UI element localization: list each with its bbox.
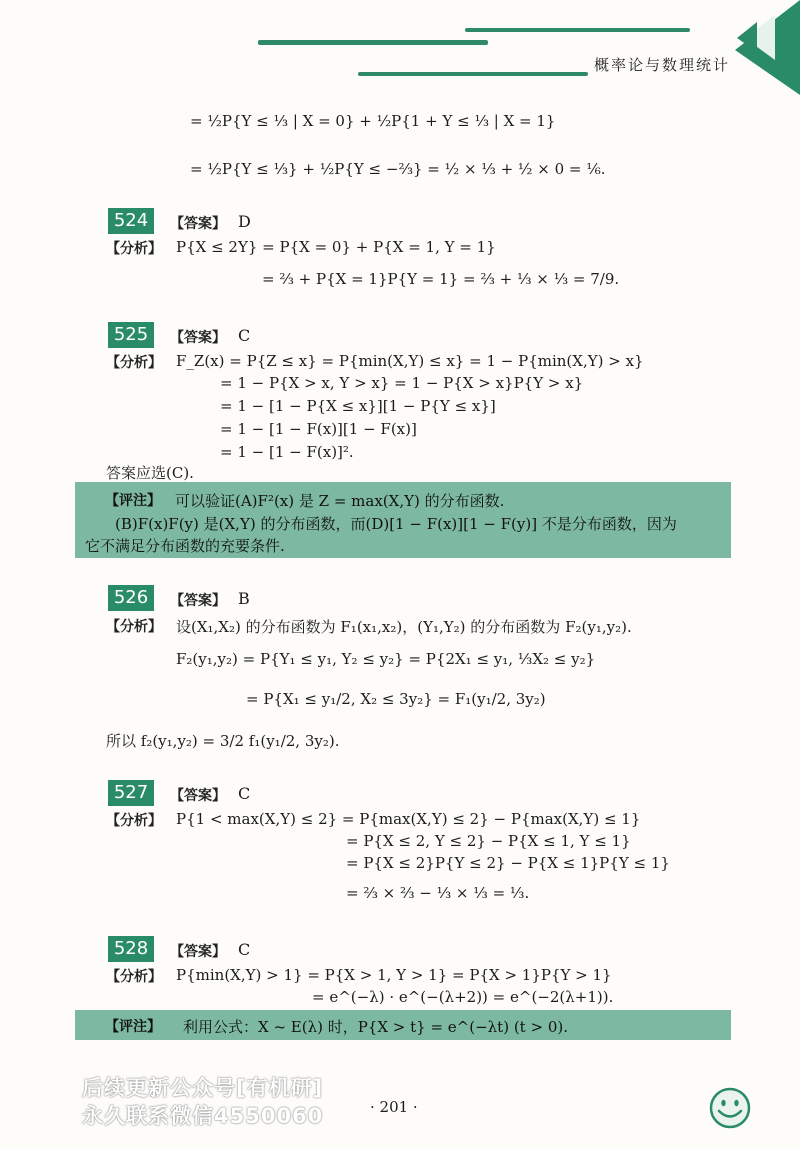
equation-line: = 1 − [1 − F(x)]². [220, 443, 354, 461]
answer-value: C [238, 784, 251, 803]
answer-label: 【答案】 [170, 593, 226, 609]
analysis-label: 【分析】 [106, 355, 162, 371]
question-number: 526 [108, 585, 154, 611]
comment-text: 可以验证(A)F²(x) 是 Z = max(X,Y) 的分布函数. [175, 492, 505, 510]
comment-text: 利用公式：X ~ E(λ) 时，P{X > t} = e^(−λt) (t > 0). [183, 1018, 568, 1036]
analysis-label: 【分析】 [106, 241, 162, 257]
question-number: 524 [108, 208, 154, 234]
equation-line: = 1 − [1 − P{X ≤ x}][1 − P{Y ≤ x}] [220, 397, 496, 415]
comment-text: (B)F(x)F(y) 是(X,Y) 的分布函数，而(D)[1 − F(x)][1 − F(y)] 不是分布函数，因为 [115, 515, 677, 533]
comment-box [75, 482, 731, 558]
equation-line: 所以 f₂(y₁,y₂) = 3/2 f₁(y₁/2, 3y₂). [106, 732, 340, 750]
answer-label: 【答案】 [170, 788, 226, 804]
equation-line: = P{X ≤ 2}P{Y ≤ 2} − P{X ≤ 1}P{Y ≤ 1} [346, 854, 670, 872]
corner-arrow-icon [715, 0, 800, 95]
question-number: 528 [108, 936, 154, 962]
answer-label: 【答案】 [170, 216, 226, 232]
answer-value: B [238, 589, 250, 608]
analysis-label: 【分析】 [106, 619, 162, 635]
equation-line: = ⅔ + P{X = 1}P{Y = 1} = ⅔ + ⅓ × ⅓ = 7/9. [262, 270, 620, 288]
header-decor-bar [258, 40, 488, 45]
comment-label: 【评注】 [105, 1019, 161, 1035]
watermark-text: 后续更新公众号[有机研] [82, 1076, 324, 1100]
equation-line: = P{X ≤ 2, Y ≤ 2} − P{X ≤ 1, Y ≤ 1} [346, 832, 631, 850]
answer-value: C [238, 940, 251, 959]
equation-line: = ⅔ × ⅔ − ⅓ × ⅓ = ⅓. [346, 884, 530, 902]
answer-value: C [238, 326, 251, 345]
equation-line: = 1 − P{X > x, Y > x} = 1 − P{X > x}P{Y > x} [220, 374, 584, 392]
equation-line: = 1 − [1 − F(x)][1 − F(x)] [220, 420, 417, 438]
answer-label: 【答案】 [170, 330, 226, 346]
equation-line: P{1 < max(X,Y) ≤ 2} = P{max(X,Y) ≤ 2} − P{max(X,Y) ≤ 1} [176, 810, 641, 828]
page-number: · 201 · [370, 1098, 418, 1116]
answer-label: 【答案】 [170, 944, 226, 960]
equation-line: = ½P{Y ≤ ⅓} + ½P{Y ≤ −⅔} = ½ × ⅓ + ½ × 0 = ⅙. [190, 160, 606, 178]
comment-box [75, 1010, 731, 1040]
watermark-text: 永久联系微信4550060 [82, 1104, 324, 1128]
question-number: 527 [108, 780, 154, 806]
equation-line: 设(X₁,X₂) 的分布函数为 F₁(x₁,x₂)，(Y₁,Y₂) 的分布函数为 F₂(y₁,y₂). [176, 618, 632, 636]
equation-line: P{min(X,Y) > 1} = P{X > 1, Y > 1} = P{X > 1}P{Y > 1} [176, 966, 612, 984]
header-decor-bar [465, 28, 690, 32]
analysis-label: 【分析】 [106, 969, 162, 985]
comment-text: 它不满足分布函数的充要条件. [85, 537, 285, 555]
question-number: 525 [108, 322, 154, 348]
equation-line: F₂(y₁,y₂) = P{Y₁ ≤ y₁, Y₂ ≤ y₂} = P{2X₁ ≤ y₁, ⅓X₂ ≤ y₂} [176, 650, 596, 668]
header-decor-bar [358, 72, 588, 76]
analysis-label: 【分析】 [106, 813, 162, 829]
smiley-icon [708, 1086, 752, 1130]
equation-line: = ½P{Y ≤ ⅓ | X = 0} + ½P{1 + Y ≤ ⅓ | X = 1} [190, 112, 556, 130]
equation-line: = e^(−λ) · e^(−(λ+2)) = e^(−2(λ+1)). [312, 988, 614, 1006]
equation-line: F_Z(x) = P{Z ≤ x} = P{min(X,Y) ≤ x} = 1 − P{min(X,Y) > x} [176, 352, 644, 370]
comment-label: 【评注】 [105, 493, 161, 509]
equation-line: P{X ≤ 2Y} = P{X = 0} + P{X = 1, Y = 1} [176, 238, 496, 256]
answer-value: D [238, 212, 251, 231]
conclusion-text: 答案应选(C). [106, 464, 194, 482]
header-title: 概率论与数理统计 [593, 56, 730, 74]
equation-line: = P{X₁ ≤ y₁/2, X₂ ≤ 3y₂} = F₁(y₁/2, 3y₂) [246, 690, 546, 708]
